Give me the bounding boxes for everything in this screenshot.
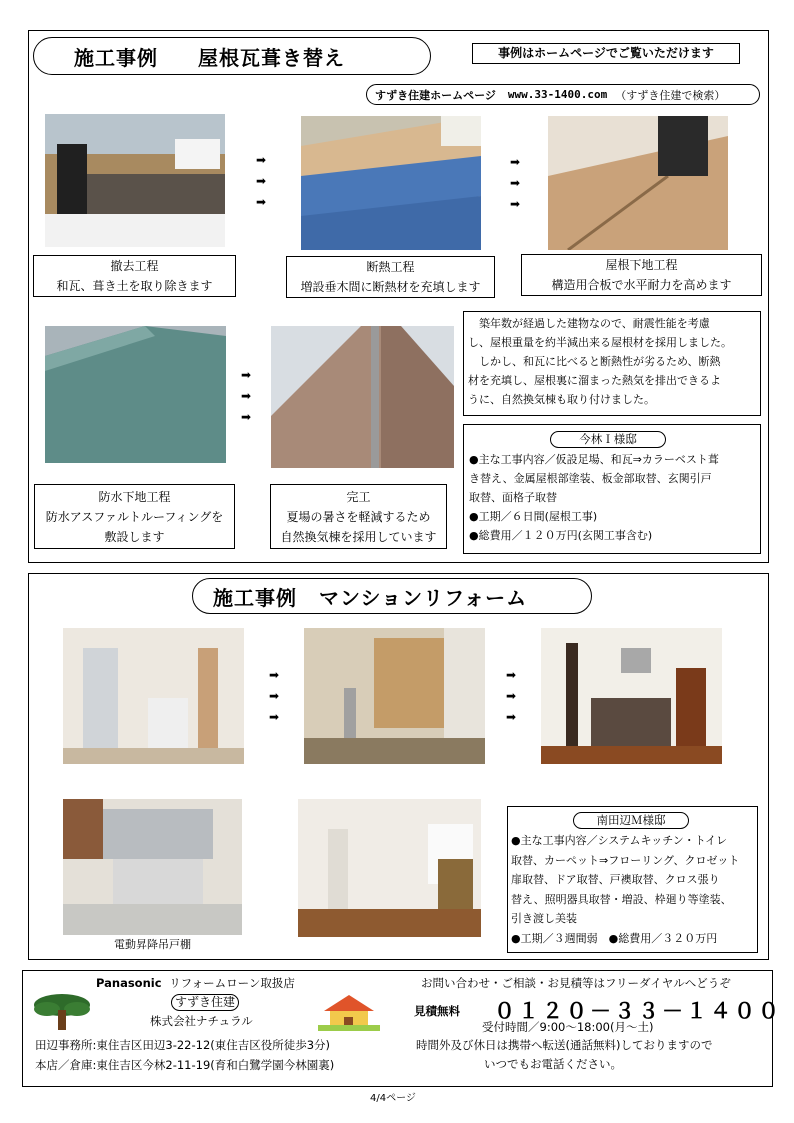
arrow-icon: ➡ (505, 689, 517, 703)
photo-roof-base (548, 116, 728, 250)
photo-insulation (301, 116, 481, 250)
detail-line: 扉取替、ドア取替、戸襖取替、クロス張り (511, 873, 720, 886)
arrow-icon: ➡ (509, 155, 521, 169)
detail-line: ●工期／３週間弱 ●総費用／３２０万円 (511, 931, 718, 945)
step-caption-removal (33, 255, 236, 297)
arrow-group-4 (265, 665, 283, 728)
after-hours-line: いつでもお電話ください。 (484, 1057, 622, 1071)
arrow-icon: ➡ (509, 176, 521, 190)
arrow-group-3 (237, 365, 255, 428)
estimate-free: 見積無料 (414, 1004, 460, 1018)
arrow-icon: ➡ (240, 368, 252, 382)
title-case-name: 屋根瓦葺き替え (198, 45, 345, 70)
step-desc: 夏場の暑さを軽減するため (286, 510, 431, 524)
detail-line: 引き渡し美装 (511, 912, 577, 925)
step-caption-insulation (286, 256, 495, 298)
brand-badge: すずき住建 (171, 994, 239, 1011)
arrow-icon: ➡ (268, 689, 280, 703)
arrow-icon: ➡ (509, 197, 521, 211)
arrow-icon: ➡ (505, 710, 517, 724)
roof-explanation (463, 311, 761, 416)
arrow-icon: ➡ (255, 153, 267, 167)
step-desc: 敷設します (104, 530, 165, 544)
contact-intro: お問い合わせ・ご相談・お見積等はフリーダイヤルへどうぞ (421, 976, 731, 990)
client-name-minamitanabe: 南田辺Ｍ様邸 (573, 812, 689, 829)
step-title: 屋根下地工程 (605, 258, 678, 272)
arrow-group-1 (252, 150, 270, 213)
homepage-search: （すずき住建で検索） (615, 88, 726, 102)
explanation-line: うに、自然換気棟も取り付けました。 (468, 393, 655, 406)
arrow-icon: ➡ (255, 174, 267, 188)
photo-before (63, 628, 244, 764)
after-hours (416, 1036, 712, 1074)
step-desc: 増設垂木間に断熱材を充填します (300, 280, 481, 294)
roof-case-title (33, 37, 431, 75)
step-desc: 自然換気棟を採用しています (280, 530, 437, 544)
arrow-icon: ➡ (240, 389, 252, 403)
photo-living (298, 799, 481, 937)
photo-removal (45, 114, 225, 247)
arrow-icon: ➡ (240, 410, 252, 424)
detail-line: 取替、カーペット⇒フローリング、クロゼット (511, 853, 740, 867)
photo-complete (271, 326, 454, 468)
business-hours: 受付時間／9:00～18:00(月～土) (482, 1020, 654, 1034)
explanation-line: 材を充填し、屋根裏に溜まった熱気を排出できるよ (468, 374, 721, 387)
arrow-group-2 (506, 152, 524, 215)
title-case-name: マンションリフォーム (319, 585, 528, 610)
client-name-imabayashi: 今林Ｉ様邸 (550, 431, 666, 448)
detail-line: ●総費用／１２０万円(玄関工事含む) (469, 529, 653, 542)
detail-line: ●主な工事内容／仮設足場、和瓦⇒カラーベスト葺 (469, 453, 719, 466)
office-tanabe: 田辺事務所:東住吉区田辺3-22-12(東住吉区役所徒歩3分) (35, 1038, 331, 1052)
detail-line: 替え、照明器具取替・増設、枠廻り等塗装、 (511, 892, 732, 906)
step-title: 断熱工程 (366, 260, 415, 274)
explanation-line: 築年数が経過した建物なので、耐震性能を考慮 (468, 317, 710, 330)
arrow-group-5 (502, 665, 520, 728)
photo-lift-cabinet (63, 799, 242, 935)
house-icon (316, 993, 382, 1033)
homepage-banner (366, 84, 760, 105)
step-desc: 構造用合板で水平耐力を高めます (551, 278, 732, 292)
homepage-url[interactable]: www.33-1400.com (507, 88, 608, 101)
arrow-icon: ➡ (268, 710, 280, 724)
step-title: 完工 (346, 490, 371, 504)
photo-during (304, 628, 485, 764)
client-details-imabayashi (469, 450, 759, 545)
arrow-icon: ➡ (505, 668, 517, 682)
step-desc: 和瓦、葺き土を取り除きます (56, 279, 213, 293)
title-case-label: 施工事例 (213, 585, 297, 610)
photo-caption-lift-cabinet: 電動昇降吊戸棚 (114, 938, 191, 951)
footer-loan (96, 975, 295, 991)
photo-after (541, 628, 722, 764)
page-number: 4/4ページ (370, 1093, 416, 1104)
arrow-icon: ➡ (255, 195, 267, 209)
phone-number[interactable]: ０１２０－３３－１４００ (494, 999, 782, 1023)
office-head: 本店／倉庫:東住吉区今林2-11-19(育和白鷺学園今林園裏) (35, 1058, 335, 1072)
step-caption-waterproof (34, 484, 235, 549)
after-hours-line: 時間外及び休日は携帯へ転送(通話無料)しておりますので (416, 1038, 713, 1052)
panasonic-logo: Panasonic (96, 976, 162, 990)
step-desc: 防水アスファルトルーフィングを (45, 510, 224, 524)
mansion-case-title (192, 578, 592, 614)
tree-icon (33, 992, 91, 1032)
homepage-note: 事例はホームページでご覧いただけます (472, 43, 740, 64)
detail-line: ●主な工事内容／システムキッチン・トイレ (511, 834, 728, 847)
explanation-line: し、屋根重量を約半減出来る屋根材を採用しました。 (468, 336, 732, 349)
client-details-minamitanabe (511, 831, 756, 948)
detail-line: 取替、面格子取替 (469, 491, 557, 504)
explanation-line: しかし、和瓦に比べると断熱性が劣るため、断熱 (468, 355, 721, 368)
step-caption-roof-base (521, 254, 762, 296)
detail-line: き替え、金属屋根部塗装、板金部取替、玄関引戸 (469, 472, 712, 485)
arrow-icon: ➡ (268, 668, 280, 682)
step-caption-complete (270, 484, 447, 549)
step-title: 撤去工程 (110, 259, 159, 273)
title-case-label: 施工事例 (74, 45, 158, 70)
office-addresses (35, 1035, 334, 1075)
detail-line: ●工期／６日間(屋根工事) (469, 510, 598, 523)
company-name: 株式会社ナチュラル (150, 1014, 253, 1028)
homepage-label: すずき住建ホームページ (375, 88, 496, 102)
photo-waterproof (45, 326, 226, 463)
step-title: 防水下地工程 (98, 490, 171, 504)
loan-text: リフォームローン取扱店 (169, 976, 295, 990)
